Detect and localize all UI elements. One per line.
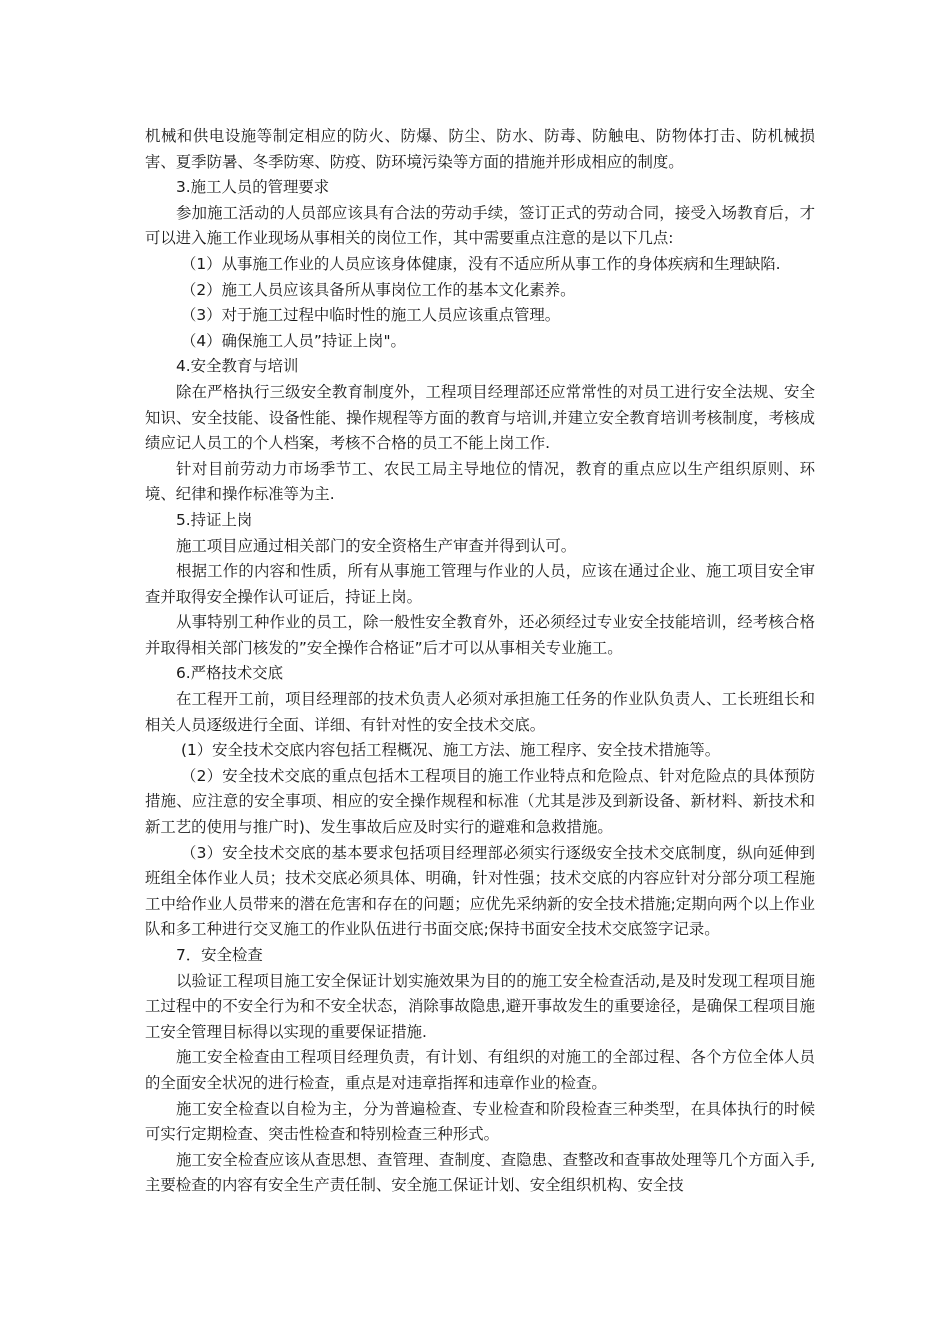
list-item-certification: （4）确保施工人员”持证上岗"。 bbox=[181, 331, 406, 350]
section-heading-certified-work: 5.持证上岗 bbox=[176, 510, 253, 529]
section-heading-safety-inspection: 7．安全检查 bbox=[176, 946, 263, 964]
paragraph-inspection-responsibility: 施工安全检查由工程项目经理负责，有计划、有组织的对施工的全部过程、各个方位全体人员的全面安全状况的进行检查，重点是对违章指挥和违章作业的检查。 bbox=[145, 1048, 815, 1092]
document-body bbox=[145, 124, 815, 1199]
section-heading-technical-briefing: 6.严格技术交底 bbox=[176, 664, 284, 683]
list-item-health: （1）从事施工作业的人员应该身体健康，没有不适应所从事工作的身体疾病和生理缺陷. bbox=[181, 254, 781, 273]
paragraph-training-system: 除在严格执行三级安全教育制度外，工程项目经理部还应常常性的对员工进行安全法规、安全知识、安全技能、设备性能、操作规程等方面的教育与培训,并建立安全教育培训考核制度，考核成绩应记人员工的个人档案，考核不合格的员工不能上岗工作. bbox=[145, 382, 815, 453]
list-item-briefing-focus: （2）安全技术交底的重点包括木工程项目的施工作业特点和危险点、针对危险点的具体预防措施、应注意的安全事项、相应的安全操作规程和标准（尤其是涉及到新设备、新材料、新技术和新工艺的使用与推广时)、发生事故后应及时实行的避难和急救措施。 bbox=[145, 766, 815, 837]
list-item-briefing-content: (1）安全技术交底内容包括工程概况、施工方法、施工程序、安全技术措施等。 bbox=[181, 741, 721, 760]
list-item-temporary-staff: （3）对于施工过程中临时性的施工人员应该重点管理。 bbox=[181, 306, 561, 325]
list-item-education: （2）施工人员应该具备所从事岗位工作的基本文化素养。 bbox=[181, 280, 576, 299]
paragraph-training-focus: 针对目前劳动力市场季节工、农民工局主导地位的情况，教育的重点应以生产组织原则、环境、纪律和操作标准等为主. bbox=[145, 459, 815, 504]
section-heading-personnel-management: 3.施工人员的管理要求 bbox=[176, 178, 330, 197]
paragraph-inspection-purpose: 以验证工程项目施工安全保证计划实施效果为目的的施工安全检查活动,是及时发现工程项目施工过程中的不安全行为和不安全状态，消除事故隐患,避开事故发生的重要途径，是确保工程项目施工安全管理目标得以实现的重要保证措施. bbox=[145, 971, 815, 1041]
paragraph-personnel-requirements: 参加施工活动的人员部应该具有合法的劳动手续，签订正式的劳动合同，接受入场教育后，才可以进入施工作业现场从事相关的岗位工作，其中需要重点注意的是以下几点: bbox=[145, 203, 815, 248]
paragraph-briefing-before-start: 在工程开工前，项目经理部的技术负责人必须对承担施工任务的作业队负责人、工长班组长和相关人员逐级进行全面、详细、有针对性的安全技术交底。 bbox=[145, 690, 815, 734]
paragraph-special-work: 从事特别工种作业的员工，除一般性安全教育外，还必须经过专业安全技能培训，经考核合格并取得相关部门核发的”安全操作合格证”后才可以从事相关专业施工。 bbox=[145, 613, 815, 657]
section-heading-safety-training: 4.安全教育与培训 bbox=[176, 357, 299, 376]
paragraph-inspection-content: 施工安全检查应该从查思想、查管理、查制度、查隐患、查整改和查事故处理等几个方面入手,主要检查的内容有安全生产责任制、安全施工保证计划、安全组织机构、安全技 bbox=[145, 1150, 815, 1195]
paragraph-fire-safety-continuation: 机械和供电设施等制定相应的防火、防爆、防尘、防水、防毒、防触电、防物体打击、防机械损害、夏季防暑、冬季防寒、防疫、防环境污染等方面的措施并形成相应的制度。 bbox=[145, 127, 815, 171]
paragraph-work-certification: 根据工作的内容和性质，所有从事施工管理与作业的人员，应该在通过企业、施工项目安全审查并取得安全操作认可证后，持证上岗。 bbox=[145, 562, 815, 606]
list-item-briefing-requirements: （3）安全技术交底的基本要求包括项目经理部必须实行逐级安全技术交底制度，纵向延伸到班组全体作业人员；技术交底必须具体、明确，针对性强；技术交底的内容应针对分部分项工程施工中给作业人员带来的潜在危害和存在的问题；应优先采纳新的安全技术措施;定期向两个以上作业队和多工种进行交叉施工的作业队伍进行书面交底;保持书面安全技术交底签字记录。 bbox=[145, 843, 815, 939]
paragraph-qualification-review: 施工项目应通过相关部门的安全资格生产审查并得到认可。 bbox=[176, 536, 577, 555]
paragraph-inspection-types: 施工安全检查以自检为主，分为普遍检查、专业检查和阶段检查三种类型，在具体执行的时候可实行定期检查、突击性检查和特别检查三种形式。 bbox=[145, 1099, 815, 1144]
